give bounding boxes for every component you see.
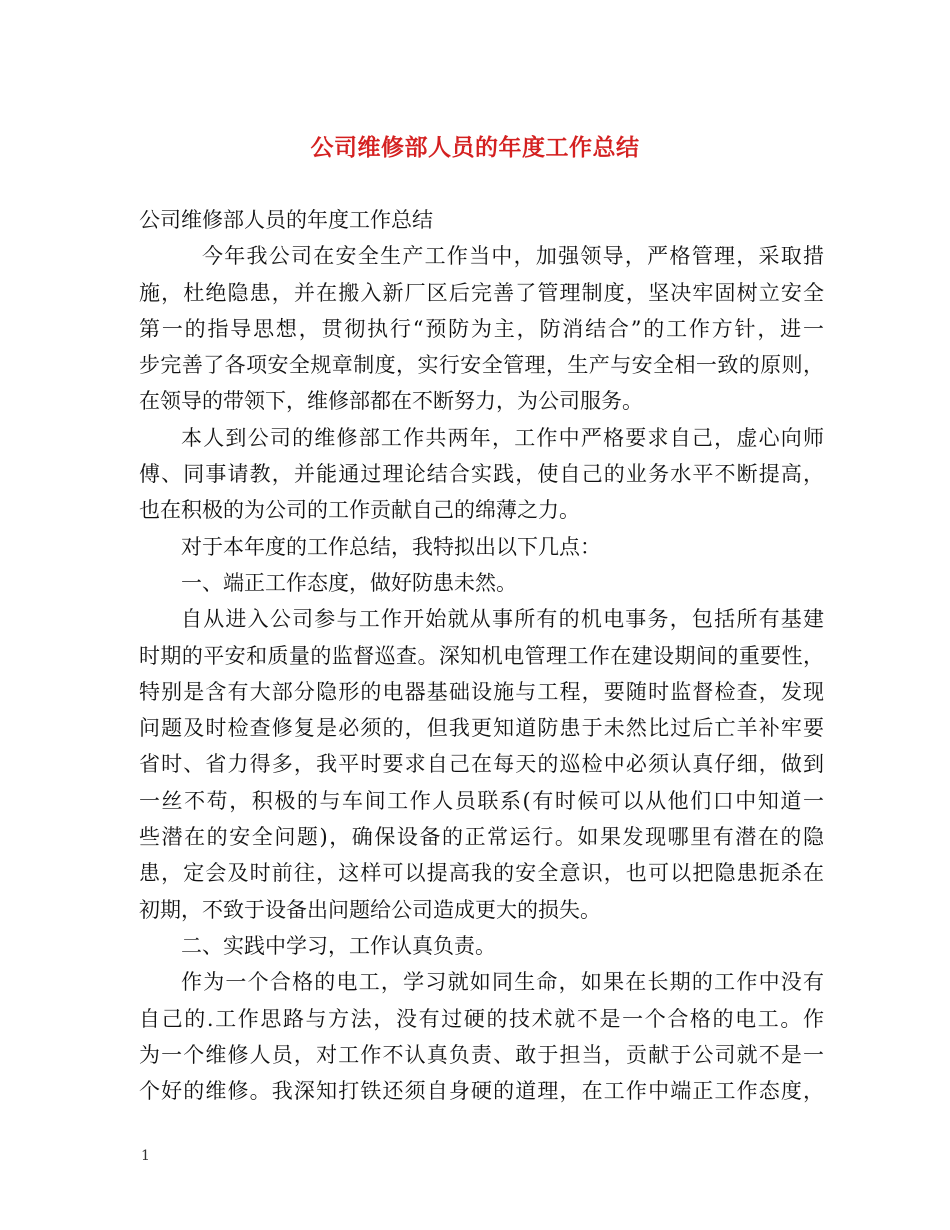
text-line: 对于本年度的工作总结，我特拟出以下几点： (181, 534, 601, 559)
text-line: 省时、省力得多，我平时要求自己在每天的巡检中必须认真仔细，做到 (139, 752, 824, 777)
text-line: 一、端正工作态度，做好防患未然。 (181, 570, 517, 595)
text-line: 为一个维修人员，对工作不认真负责、敢于担当，贡献于公司就不是一 (139, 1042, 824, 1067)
text-line: 今年我公司在安全生产工作当中，加强领导，严格管理，采取措 (202, 244, 824, 269)
text-line: 初期，不致于设备出问题给公司造成更大的损失。 (139, 897, 601, 922)
text-line: 公司维修部人员的年度工作总结 (139, 208, 433, 232)
text-line: 作为一个合格的电工，学习就如同生命，如果在长期的工作中没有 (181, 970, 824, 995)
text-line: 患，定会及时前往，这样可以提高我的安全意识，也可以把隐患扼杀在 (139, 861, 824, 886)
document-body (139, 202, 824, 1109)
text-line: 特别是含有大部分隐形的电器基础设施与工程，要随时监督检查，发现 (139, 679, 824, 704)
text-line: 时期的平安和质量的监督巡查。深知机电管理工作在建设期间的重要性， (139, 643, 824, 668)
text-line: 自己的.工作思路与方法，没有过硬的技术就不是一个合格的电工。作 (139, 1006, 824, 1031)
text-line: 第一的指导思想，贯彻执行“预防为主，防消结合”的工作方针，进一 (139, 316, 824, 341)
text-line: 一丝不苟，积极的与车间工作人员联系(有时候可以从他们口中知道一 (139, 788, 824, 813)
text-line: 步完善了各项安全规章制度，实行安全管理，生产与安全相一致的原则， (139, 353, 824, 378)
text-line: 问题及时检查修复是必须的，但我更知道防患于未然比过后亡羊补牢要 (139, 716, 824, 741)
text-line: 也在积极的为公司的工作贡献自己的绵薄之力。 (139, 498, 580, 523)
text-line: 傅、同事请教，并能通过理论结合实践，使自己的业务水平不断提高， (139, 462, 824, 487)
page-number: 1 (141, 1148, 150, 1164)
document-title: 公司维修部人员的年度工作总结 (310, 134, 640, 161)
text-line: 二、实践中学习，工作认真负责。 (181, 933, 496, 958)
text-line: 施，杜绝隐患，并在搬入新厂区后完善了管理制度，坚决牢固树立安全 (139, 280, 824, 305)
text-line: 些潜在的安全问题)，确保设备的正常运行。如果发现哪里有潜在的隐 (139, 825, 824, 850)
text-line: 自从进入公司参与工作开始就从事所有的机电事务，包括所有基建 (181, 607, 824, 632)
text-line: 在领导的带领下，维修部都在不断努力，为公司服务。 (139, 389, 643, 414)
text-line: 本人到公司的维修部工作共两年，工作中严格要求自己，虚心向师 (181, 425, 824, 450)
text-line: 个好的维修。我深知打铁还须自身硬的道理，在工作中端正工作态度， (139, 1079, 824, 1104)
